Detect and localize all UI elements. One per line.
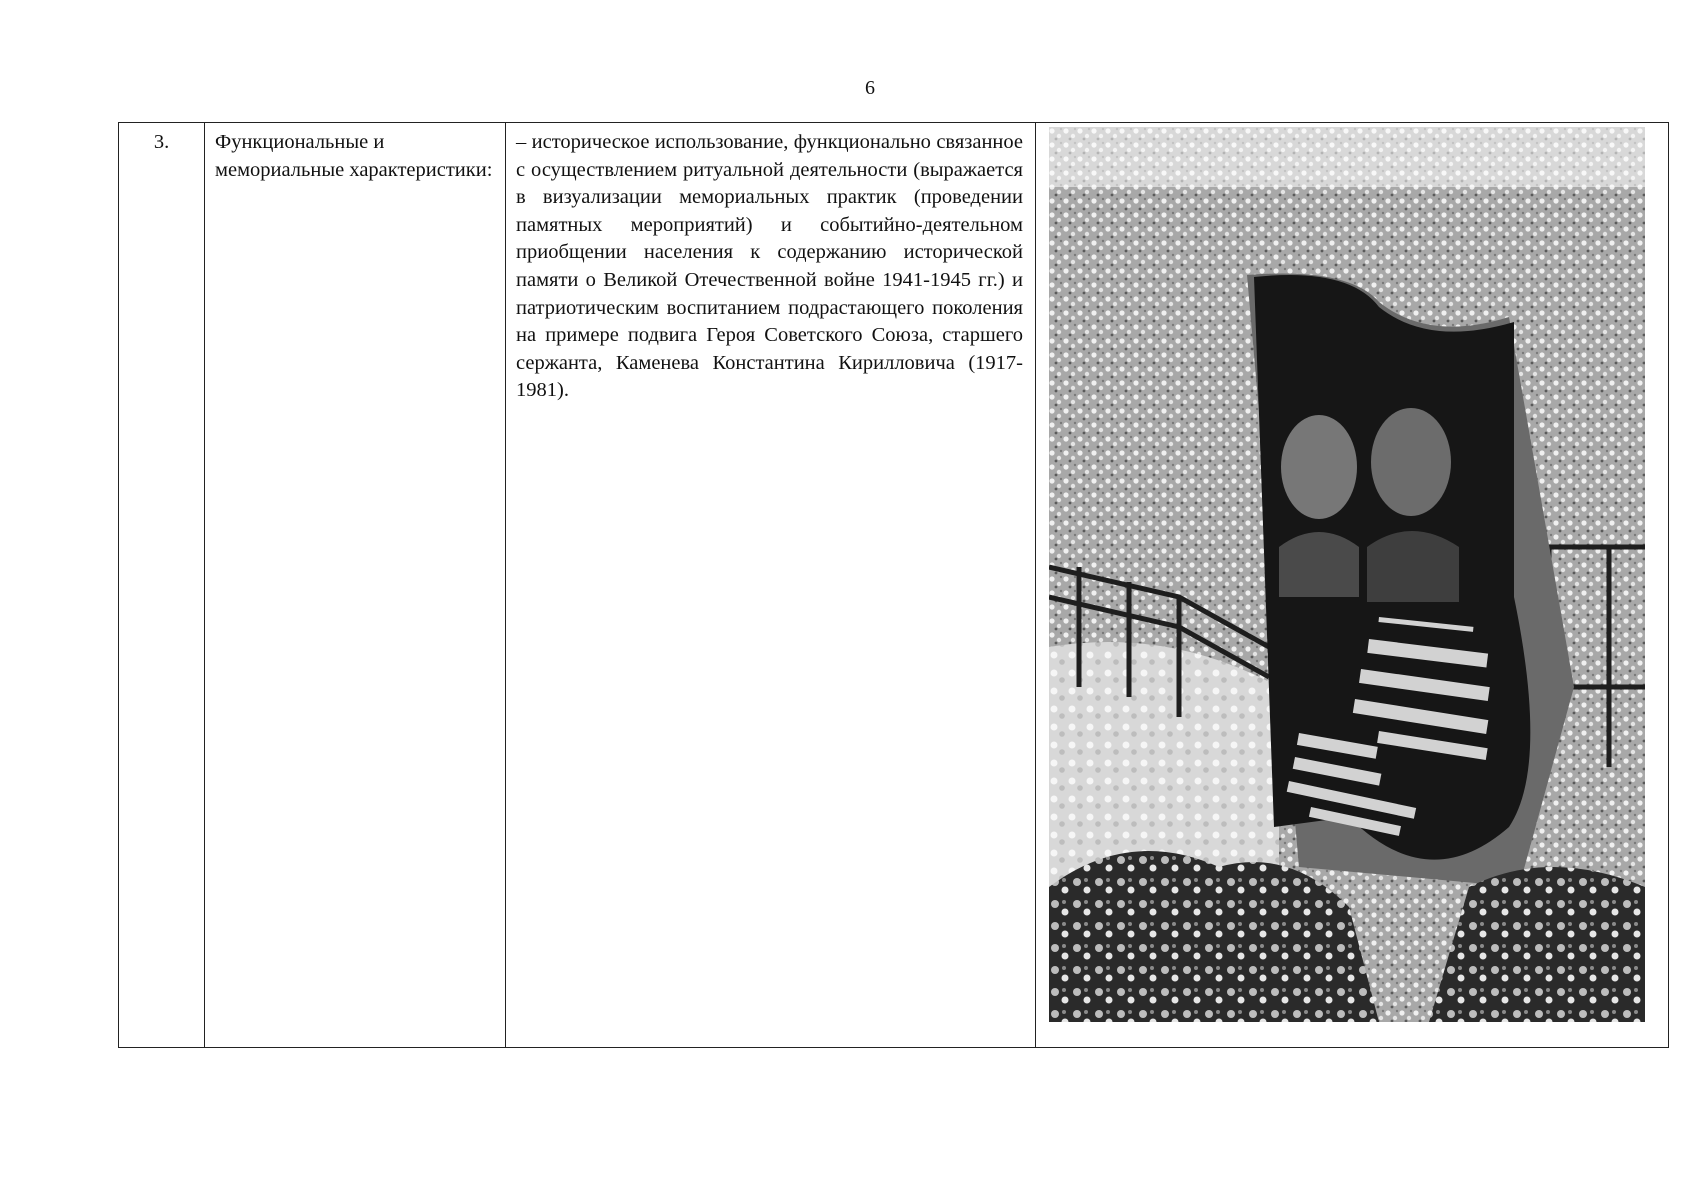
characteristics-table xyxy=(118,122,1669,1048)
row-photo-cell xyxy=(1036,123,1669,1048)
row-name: Функциональные и мемориальные характеристики: xyxy=(215,131,493,181)
row-description: – историческое использование, функционально связанное с осуществлением ритуальной деятельности (выражается в визуализации мемориальных практик (проведении памятных мероприятий) и событийно-деятельном приобщении населения к содержанию исторической памяти о Великой Отечественной войне 1941-1945 гг.) и патриотическим воспитанием подрастающего поколения на примере подвига Героя Советского Союза, старшего сержанта, Каменева Константина Кирилловича (1917-1981). xyxy=(516,131,1023,402)
row-name-cell xyxy=(205,123,506,1048)
row-number: 3. xyxy=(153,131,170,153)
page-number: 6 xyxy=(865,77,875,99)
table-row xyxy=(119,123,1669,1048)
row-number-cell xyxy=(119,123,205,1048)
row-description-cell xyxy=(506,123,1036,1048)
gravestone-photo xyxy=(1049,127,1645,1022)
